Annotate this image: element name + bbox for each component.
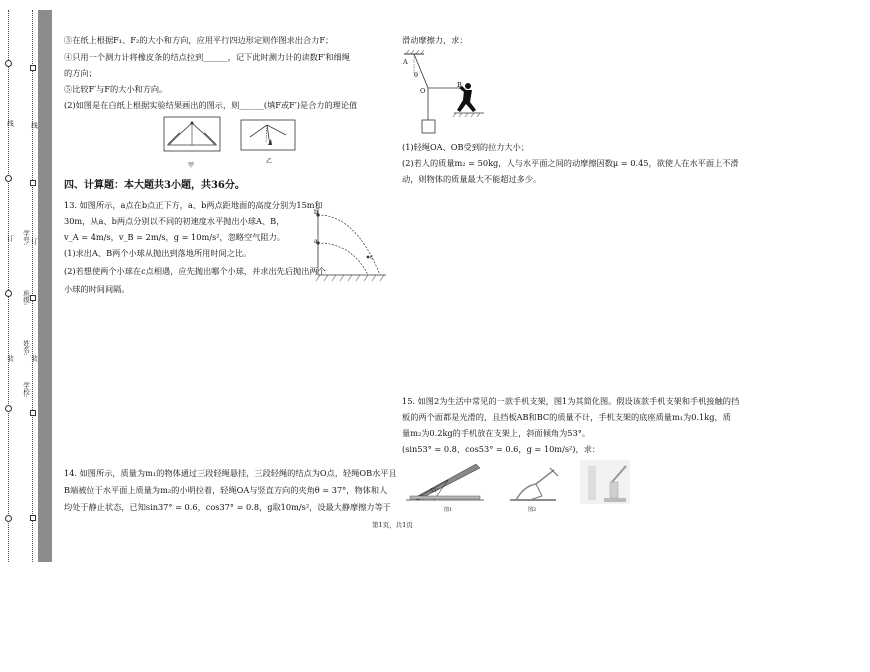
q14-line-2: B端被位于水平面上质量为m₂的小明拉着，轻绳OA与竖直方向的夹角θ = 37°，物体和人 (64, 485, 388, 495)
outer-label-ding: 订 (6, 235, 14, 242)
outer-dotted-line (8, 10, 9, 562)
q14-sub-2-cont: 动，则物体的质量最大不能超过多少。 (402, 174, 542, 184)
suspension-label-O: O (420, 87, 426, 95)
suspension-label-A: A (403, 58, 408, 66)
section-title: 四、计算题：本大题共3小题，共36分。 (64, 180, 245, 191)
phone-stand-diagram (404, 460, 486, 506)
question-2: (2)如图是在白纸上根据实验结果画出的图示，则______(填F或F′)是合力的理论值 (64, 100, 358, 110)
binding-mark (30, 515, 36, 521)
field-class: 班级: (22, 290, 30, 306)
binding-ring (5, 405, 12, 412)
q13-sub-1: (1)求出A、B两个小球从抛出到落地所用时间之比。 (64, 248, 252, 258)
suspension-label-B: B (457, 81, 462, 89)
step-4-cont: 的方向； (64, 68, 97, 78)
suspension-label-theta: θ (414, 71, 418, 79)
binding-mark (30, 180, 36, 186)
phone-stand-angle: 53° (430, 488, 439, 494)
outer-label-xian: 线 (6, 120, 14, 127)
field-student-id: 学号: (22, 230, 30, 246)
binding-mark (30, 65, 36, 71)
phone-stand-photo (580, 460, 630, 504)
q15-line-2: 板的两个面都是光滑的，且挡板AB和BC的质量不计，手机支架的底座质量m₁为0.1kg，质 (402, 412, 731, 422)
step-5: ⑤比较F′与F的大小和方向。 (64, 84, 168, 94)
binding-mark (30, 410, 36, 416)
figure-label-yi: 乙 (266, 158, 273, 165)
binding-ring (5, 175, 12, 182)
q14-sub-1: (1)轻绳OA、OB受到的拉力大小； (402, 142, 530, 152)
q14-continued: 滑动摩擦力，求： (402, 35, 468, 45)
binding-ring (5, 60, 12, 67)
q14-line-1: 14. 如图所示，质量为m₁的物体通过三段轻绳悬挂，三段轻绳的结点为O点，轻绳OB水平且 (64, 468, 397, 478)
suspension-figure (402, 50, 492, 138)
figure-1-label: 图1 (444, 507, 453, 513)
inner-dotted-line (32, 10, 33, 562)
binding-ring (5, 290, 12, 297)
projectile-label-a: a (314, 238, 318, 245)
experiment-figure-yi (240, 119, 296, 159)
q14-line-3: 均处于静止状态，已知sin37° = 0.6，cos37° = 0.8，g取10m/s²，设最大静摩擦力等于 (64, 502, 391, 512)
q13-sub-2: (2)若想使两个小球在c点相遇，应先抛出哪个小球，并求出先后抛出两个 (64, 266, 326, 276)
experiment-figure-jia (162, 115, 224, 163)
q13-sub-2-cont: 小球的时间间隔。 (64, 284, 130, 294)
projectile-label-b: b (314, 209, 318, 216)
inner-label-xian: 线 (30, 122, 38, 129)
binding-margin (0, 10, 58, 562)
q15-line-4: (sin53° = 0.8，cos53° = 0.6，g = 10m/s²)，求： (402, 444, 601, 454)
page-footer: 第1页，共1页 (372, 521, 413, 529)
inner-label-ding: 订 (30, 238, 38, 245)
field-name: 姓名: (22, 340, 30, 356)
projectile-figure (312, 203, 392, 285)
q13-line-1: 13. 如图所示，a点在b点正下方，a、b两点距地面的高度分别为15m和 (64, 200, 323, 210)
q14-sub-2: (2)若人的质量m₂ = 50kg，人与水平面之间的动摩擦因数μ = 0.45，欲使人在水平面上不滑 (402, 158, 739, 168)
figure-label-jia: 甲 (188, 162, 195, 169)
phone-stand-sketch (506, 466, 562, 504)
q13-line-2: 30m，从a、b两点分别以不同的初速度水平抛出小球A、B， (64, 216, 285, 226)
field-school: 学校: (22, 382, 30, 398)
binding-mark (30, 295, 36, 301)
q15-line-1: 15. 如图2为生活中常见的一款手机支架，图1为其简化图。假设该款手机支架和手机接触的挡 (402, 396, 740, 406)
inner-label-zhuang: 装 (30, 355, 38, 362)
outer-label-zhuang: 装 (6, 355, 14, 362)
projectile-label-c: c (370, 254, 374, 261)
binding-ring (5, 515, 12, 522)
figure-2-label: 图2 (528, 507, 537, 513)
step-3: ③在纸上根据F₁、F₂的大小和方向，应用平行四边形定则作图求出合力F； (64, 35, 334, 45)
q13-line-3: v_A = 4m/s，v_B = 2m/s，g = 10m/s²，忽略空气阻力。 (64, 232, 285, 242)
step-4: ④只用一个测力计将橡皮条的结点拉到______，记下此时测力计的读数F′和细绳 (64, 52, 350, 62)
q15-line-3: 量m₂为0.2kg的手机放在支架上，斜面倾角为53°。 (402, 428, 590, 438)
binding-gray-bar (38, 10, 52, 562)
